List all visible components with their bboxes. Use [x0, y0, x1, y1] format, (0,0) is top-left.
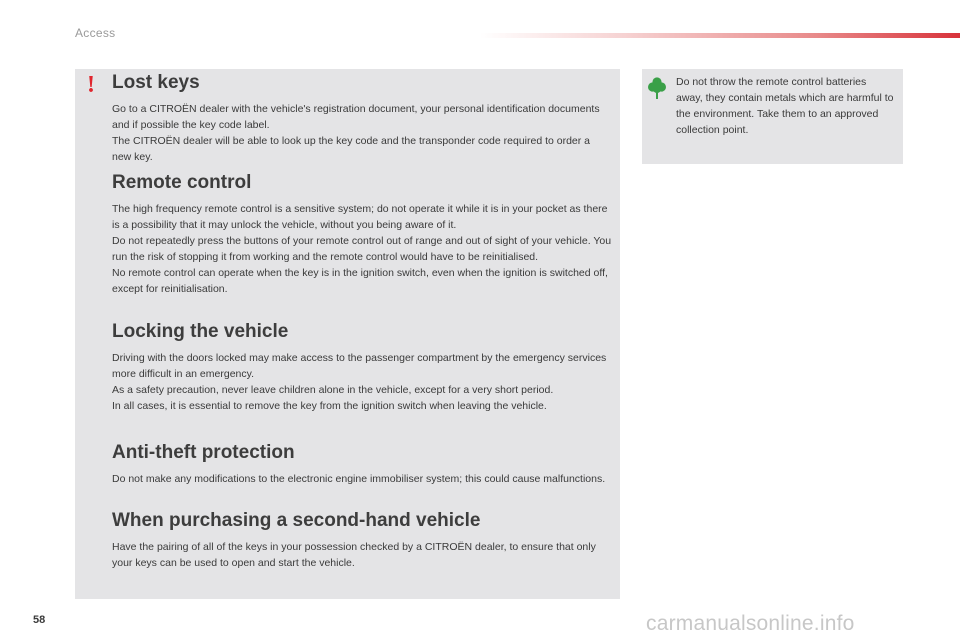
section-second-hand: [112, 511, 612, 571]
warning-icon: !: [87, 72, 95, 98]
section-body: Driving with the doors locked may make access to the passenger compartment by the emergency services more difficult in an emergency. As a safety precaution, never leave children alone in the vehicle, except for a very short period. In all cases, it is essential to remove the key from the ignition switch when leaving the vehicle.: [112, 351, 607, 412]
section-title: When purchasing a second-hand vehicle: [112, 510, 481, 531]
section-title: Lost keys: [112, 72, 200, 93]
leaf-icon: [648, 77, 666, 99]
main-info-box: [75, 69, 620, 599]
section-title: Locking the vehicle: [112, 321, 289, 342]
section-lost-keys: [112, 73, 612, 165]
section-body: Have the pairing of all of the keys in your possession checked by a CITROËN dealer, to ensure that only your keys can be used to open and start the vehicle.: [112, 540, 596, 569]
section-body: Go to a CITROËN dealer with the vehicle's registration document, your personal identification documents and if possible the key code label. The CITROËN dealer will be able to look up the key code and the transponder code required to order a new key.: [112, 102, 600, 163]
section-label: Access: [75, 26, 116, 40]
section-title: Anti-theft protection: [112, 442, 295, 463]
section-title: Remote control: [112, 172, 252, 193]
section-body: Do not make any modifications to the electronic engine immobiliser system; this could cause malfunctions.: [112, 472, 606, 485]
section-remote-control: [112, 173, 612, 297]
side-note-text: Do not throw the remote control batteries away, they contain metals which are harmful to the environment. Take them to an approved collection point.: [676, 76, 894, 136]
page-number: 58: [33, 614, 46, 626]
section-anti-theft: [112, 443, 612, 487]
section-body: The high frequency remote control is a sensitive system; do not operate it while it is in your pocket as there is a possibility that it may unlock the vehicle, without you being aware of it. Do not repeatedly press the buttons of your remote control out of range and out of sight of your vehicle. You run the risk of stopping it from working and the remote control would have to be reinitialised. No remote control can operate when the key is in the ignition switch, even when the ignition is switched off, except for reinitialisation.: [112, 202, 612, 295]
header-gradient-bar: [480, 33, 960, 38]
section-locking-vehicle: [112, 322, 612, 414]
watermark: carmanualsonline.info: [646, 612, 855, 635]
side-note-box: [642, 69, 903, 164]
